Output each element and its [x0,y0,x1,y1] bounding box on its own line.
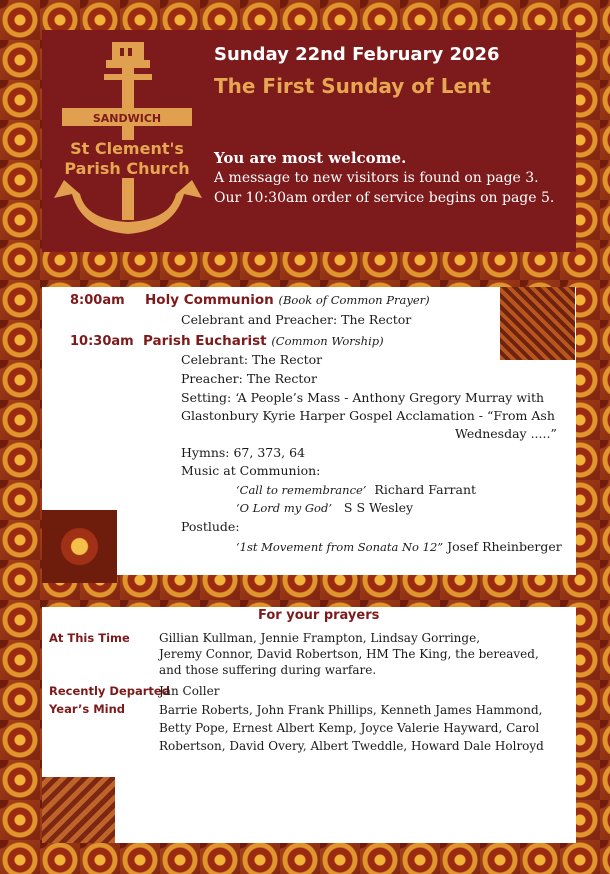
at-this-time-line3: and those suffering during warfare. [159,663,377,677]
welcome-message-line2: Our 10:30am order of service begins on page 5. [214,190,555,206]
postlude-label: Postlude: [181,519,240,534]
service2-setting-line3: Wednesday .....” [455,426,557,441]
welcome-message-line1: A message to new visitors is found on page 3. [214,170,539,186]
service1-title [145,292,430,308]
service1-celebrant: Celebrant and Preacher: The Rector [181,312,412,327]
at-this-time-label: At This Time [49,631,130,645]
music2-title: ‘O Lord my God’ [236,501,332,515]
at-this-time-line1: Gillian Kullman, Jennie Frampton, Lindsay Gorringe, [159,631,481,645]
service2-title [143,333,384,349]
service2-setting-line2: Glastonbury Kyrie Harper Gospel Acclamation - “From Ash [181,408,555,423]
service2-preacher: Preacher: The Rector [181,371,317,386]
logo-name-line1: St Clement's [70,139,184,158]
service2-hymns: Hymns: 67, 373, 64 [181,445,306,460]
logo-sandwich-text: SANDWICH [92,112,162,125]
postlude-item [236,539,562,554]
service2-rite: (Common Worship) [271,334,384,348]
postlude-composer: Josef Rheinberger [447,539,562,554]
decorative-tile [42,777,115,843]
prayers-card-extension [115,777,576,843]
service-date: Sunday 22nd February 2026 [214,44,500,65]
music1-title: ‘Call to remembrance’ [236,483,367,497]
at-this-time-text [159,630,571,678]
at-this-time-line2: Jeremy Connor, David Robertson, HM The King, the bereaved, [159,647,539,661]
service2-setting-line1: Setting: ‘A People’s Mass - Anthony Gregory Murray with [181,390,545,405]
service2-time: 10:30am [70,334,134,349]
church-logo-anchor-icon [42,30,212,252]
music1-composer: Richard Farrant [374,482,477,497]
music-item-2 [236,500,413,515]
music-item-1 [236,482,476,497]
music2-composer: S S Wesley [343,500,414,515]
years-mind-text [159,701,571,755]
service1-time: 8:00am [70,293,125,308]
service2-music-label: Music at Communion: [181,463,321,478]
welcome-block [214,148,554,208]
years-mind-line2: Betty Pope, Ernest Albert Kemp, Joyce Valerie Hayward, Carol [159,721,540,735]
postlude-title: ‘1st Movement from Sonata No 12” [236,540,444,554]
decorative-tile [500,287,575,360]
years-mind-line3: Robertson, David Overy, Albert Tweddle, Howard Dale Holroyd [159,739,544,753]
recently-departed-text: Jan Coller [159,684,220,698]
service1-rite: (Book of Common Prayer) [278,293,430,307]
liturgical-day-title: The First Sunday of Lent [214,74,491,98]
service2-celebrant: Celebrant: The Rector [181,352,323,367]
years-mind-label: Year’s Mind [49,702,126,716]
service1-name: Holy Communion [145,292,274,308]
recently-departed-label: Recently Departed [49,684,170,698]
prayers-heading: For your prayers [258,608,380,623]
years-mind-line1: Barrie Roberts, John Frank Phillips, Kenneth James Hammond, [159,703,543,717]
service2-name: Parish Eucharist [143,333,267,349]
header-panel [42,30,576,252]
logo-name-line2: Parish Church [64,159,190,178]
welcome-heading: You are most welcome. [214,149,407,167]
decorative-tile [42,510,117,583]
